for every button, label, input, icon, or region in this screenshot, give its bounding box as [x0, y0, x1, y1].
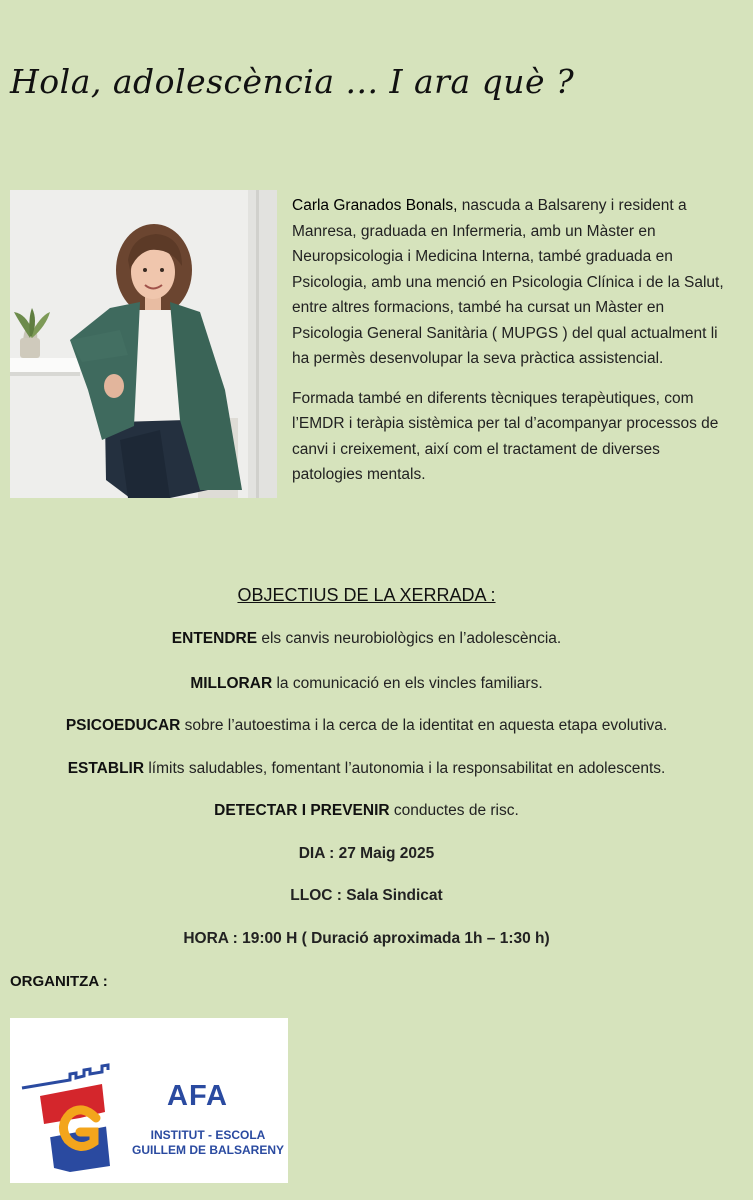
bio-paragraph-1 [292, 193, 732, 372]
objective-key: ESTABLIR [67, 760, 145, 777]
afa-logo-subtitle [128, 1128, 288, 1158]
speaker-name: Carla Granados Bonals, [292, 197, 458, 214]
event-place: LLOC : Sala Sindicat [290, 887, 443, 904]
objective-item [0, 760, 733, 778]
objective-key: ENTENDRE [171, 630, 258, 647]
objective-key: MILLORAR [190, 675, 273, 692]
objective-text: conductes de risc. [389, 802, 519, 819]
page-title: Hola, adolescència ... I ara què ? [10, 62, 575, 101]
bio-paragraph-1-text: nascuda a Balsareny i resident a Manresa, graduada en Infermeria, amb un Màster en Neuropsicologia i Medicina Interna, també graduada en Psicologia, amb una menció en Psicologia Clínica i de la Salut, entre altres formacions, també ha cursat un Màster en Psicologia General Sanitària ( MUPGS ) del qual actualment li ha permès desenvolupar la seva pràctica assistencial. [292, 197, 724, 367]
objective-text: la comunicació en els vincles familiars. [272, 675, 543, 692]
speaker-photo [10, 190, 277, 498]
objective-item [0, 802, 733, 820]
objective-text: límits saludables, fomentant l’autonomia i la responsabilitat en adolescents. [144, 760, 666, 777]
objective-text: els canvis neurobiològics en l’adolescència. [257, 630, 562, 647]
bio-paragraph-2: Formada també en diferents tècniques terapèutiques, com l’EMDR i teràpia sistèmica per tal d’acompanyar processos de canvi i creixement, així com el tractament de diverses patologies mentals. [292, 389, 719, 483]
objectives-heading: OBJECTIUS DE LA XERRADA : [237, 585, 496, 605]
afa-logo-line-2: GUILLEM DE BALSARENY [131, 1143, 284, 1157]
speaker-portrait-illustration [10, 190, 277, 498]
objective-item [0, 675, 733, 693]
speaker-bio [292, 193, 732, 502]
afa-logo [10, 1018, 288, 1183]
event-time: HORA : 19:00 H ( Duració aproximada 1h – 1:30 h) [183, 930, 550, 947]
organizer-label: ORGANITZA : [10, 973, 108, 990]
objective-item [0, 717, 733, 735]
objective-key: PSICOEDUCAR [65, 717, 181, 734]
afa-logo-title: AFA [167, 1080, 228, 1112]
event-date: DIA : 27 Maig 2025 [298, 845, 435, 862]
school-crest-icon [10, 1018, 288, 1183]
objective-item [0, 630, 733, 648]
objective-key: DETECTAR I PREVENIR [214, 802, 390, 819]
afa-logo-line-1: INSTITUT - ESCOLA [150, 1128, 266, 1142]
objective-text: sobre l’autoestima i la cerca de la identitat en aquesta etapa evolutiva. [180, 717, 668, 734]
